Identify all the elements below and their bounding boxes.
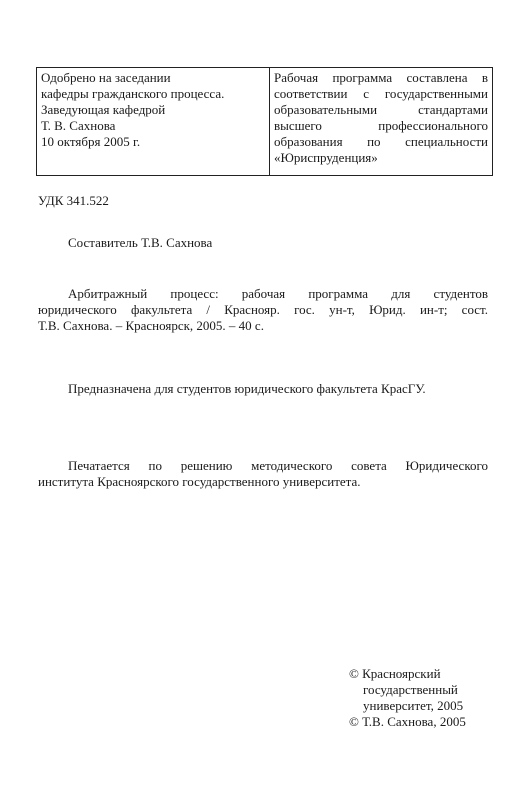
compliance-line: образовательными стандартами bbox=[274, 102, 488, 117]
compliance-line: Рабочая программа составлена в bbox=[274, 70, 488, 85]
print-decision bbox=[38, 458, 488, 490]
approval-table bbox=[36, 67, 493, 176]
approval-line: Т. В. Сахнова bbox=[41, 118, 116, 133]
print-decision-line: Печатается по решению методического совета Юридического bbox=[68, 458, 488, 473]
copyright-line: © Красноярский bbox=[349, 666, 441, 681]
compliance-line: соответствии с государственными bbox=[274, 86, 488, 101]
compliance-line: высшего профессионального bbox=[274, 118, 488, 133]
approval-line: Одобрено на заседании bbox=[41, 70, 171, 85]
program-compliance-note bbox=[270, 68, 492, 175]
annotation-line: Арбитражный процесс: рабочая программа для студентов bbox=[68, 286, 488, 301]
compliance-line: «Юриспруденция» bbox=[274, 150, 378, 165]
compliance-line: образования по специальности bbox=[274, 134, 488, 149]
purpose-statement: Предназначена для студентов юридического факультета КрасГУ. bbox=[68, 381, 426, 396]
copyright-line: © Т.В. Сахнова, 2005 bbox=[349, 714, 466, 729]
annotation-line: юридического факультета / Краснояр. гос. ун-т, Юрид. ин-т; сост. bbox=[38, 302, 488, 317]
udk-code: УДК 341.522 bbox=[38, 193, 109, 208]
annotation-line: Т.В. Сахнова. – Красноярск, 2005. – 40 с. bbox=[38, 318, 264, 333]
copyright-line: университет, 2005 bbox=[363, 698, 464, 713]
bibliographic-annotation bbox=[38, 286, 488, 334]
approval-line: 10 октября 2005 г. bbox=[41, 134, 141, 149]
compiler-line: Составитель Т.В. Сахнова bbox=[68, 235, 213, 250]
copyright-line: государственный bbox=[363, 682, 458, 697]
copyright-block bbox=[349, 666, 466, 730]
approval-stamp bbox=[37, 68, 270, 175]
print-decision-line: института Красноярского государственного университета. bbox=[38, 474, 361, 489]
approval-line: кафедры гражданского процесса. bbox=[41, 86, 225, 101]
approval-line: Заведующая кафедрой bbox=[41, 102, 166, 117]
